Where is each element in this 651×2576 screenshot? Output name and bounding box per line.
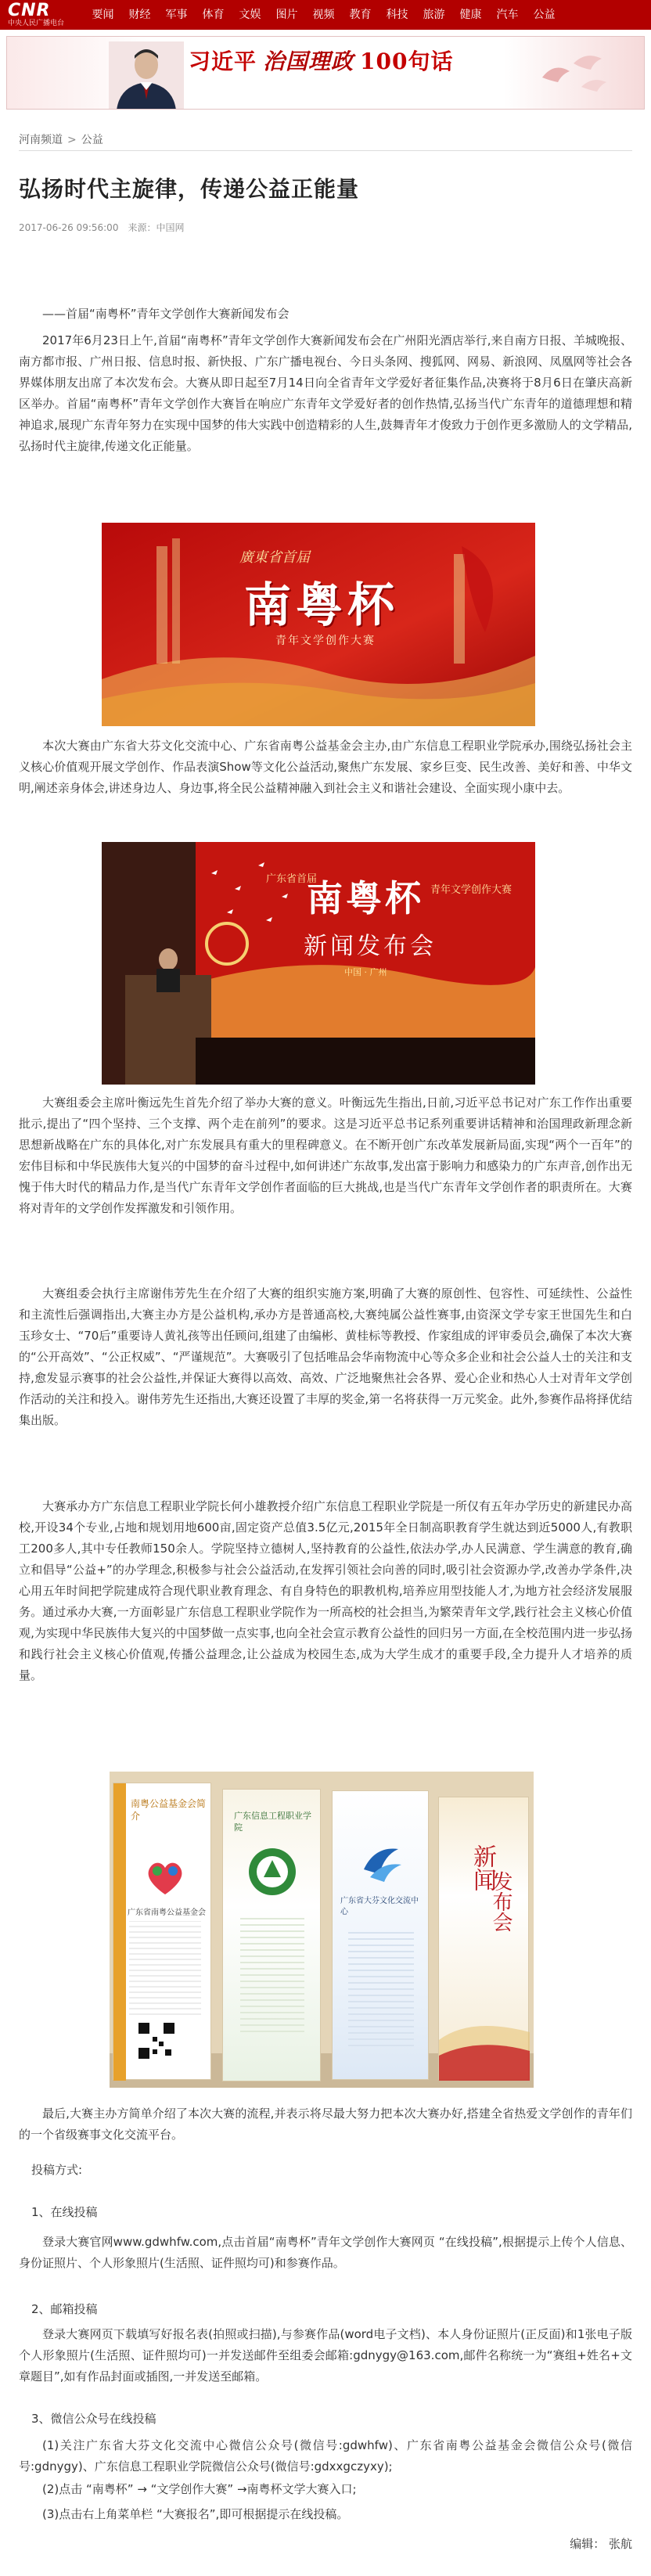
nav-item-news[interactable]: 要闻 <box>92 9 114 21</box>
banner-seal-text: 治国理政 <box>263 49 354 74</box>
rollup-panel-2 <box>222 1789 321 2081</box>
publish-date: 2017-06-26 09:56:00 <box>19 222 119 233</box>
doves-decoration <box>527 46 620 101</box>
figure-rollup-banners <box>110 1772 534 2088</box>
culture-center-logo-icon <box>356 1838 406 1888</box>
method-3-step-3: (3)点击右上角菜单栏 “大赛报名”,即可根据提示在线投稿。 <box>42 2507 349 2521</box>
panel-1-org: 广东省南粤公益基金会 <box>128 1909 206 1917</box>
main-nav <box>85 0 563 30</box>
nav-item-auto[interactable]: 汽车 <box>496 9 519 21</box>
poster-2-title: 南粤杯 <box>307 877 424 919</box>
figure-poster-1 <box>102 523 535 726</box>
nav-item-tech[interactable]: 科技 <box>386 9 408 21</box>
nav-item-travel[interactable]: 旅游 <box>423 9 445 21</box>
article-paragraph-2: 本次大赛由广东省大芬文化交流中心、广东省南粤公益基金会主办,由广东信息工程职业学院承办,围绕弘扬社会主义核心价值观开展文学创作、作品表演Show等文化公益活动,聚焦广东发展、家乡巨变、民生改善、美好和善、中华文明,阐述亲身体会,讲述身边人、身边事,将全民公益精神融入到社会主义和谐社会建设、全面实现小康中去。 <box>19 739 632 795</box>
panel-1-title: 南粤公益基金会简介 <box>131 1798 207 1822</box>
nav-item-health[interactable]: 健康 <box>459 9 482 21</box>
figure-press-conference <box>102 842 535 1085</box>
breadcrumb-henan-channel[interactable]: 河南频道 <box>19 134 63 146</box>
poster-1-subtitle: 青年文学创作大赛 <box>275 635 376 647</box>
panel-3-text-block <box>348 1929 414 2046</box>
poster-1-kicker: 廣東省首届 <box>239 549 310 566</box>
nav-item-photos[interactable]: 图片 <box>275 9 298 21</box>
nav-item-finance[interactable]: 财经 <box>128 9 151 21</box>
method-1-title: 1、在线投稿 <box>31 2205 98 2219</box>
promo-banner[interactable] <box>6 36 645 110</box>
qr-code-icon <box>137 2021 176 2060</box>
article-paragraph-1: 2017年6月23日上午,首届“南粤杯”青年文学创作大赛新闻发布会在广州阳光酒店举行,来自南方日报、羊城晚报、南方都市报、广州日报、信息时报、新快报、广东广播电视台、今日头条网、搜狐网、网易、新浪网、凤凰网等社会各界媒体朋友出席了本次发布会。大赛从即日起至7月14日向全省青年文学爱好者征集作品,决赛将于8月6日在肇庆高新区举办。首届“南粤杯”青年文学创作大赛旨在响应广东青年文学爱好者的创作热情,弘扬当代广东青年的道德理想和精神追求,展现广东青年努力在实现中国梦的伟大实践中创造精彩的人生,鼓舞青年才俊致力于创作更多激励人的文学精品,弘扬时代主旋律,传递文化正能量。 <box>19 333 632 453</box>
panel-1-stripe <box>113 1783 126 2081</box>
panel-2-title: 广东信息工程职业学院 <box>234 1811 311 1833</box>
poster-2-event: 新闻发布会 <box>304 933 437 960</box>
college-emblem-icon <box>245 1844 300 1899</box>
method-2-title: 2、邮箱投稿 <box>31 2302 98 2316</box>
method-1-text: 登录大赛官网www.gdwhfw.com,点击首届“南粤杯”青年文学创作大赛网页 “在线投稿”,根据提示上传个人信息、身份证照片、个人形象照片(生活照、证件照均可)和参赛作品。 <box>19 2235 632 2270</box>
editor-credit: 编辑： 张航 <box>570 2537 632 2551</box>
page-title: 弘扬时代主旋律，传递公益正能量 <box>19 176 360 202</box>
banner-suffix: 句话 <box>408 49 454 74</box>
nav-item-charity[interactable]: 公益 <box>533 9 556 21</box>
divider <box>19 150 632 151</box>
article-source: 来源：中国网 <box>128 222 185 233</box>
breadcrumb-charity[interactable]: 公益 <box>81 134 103 146</box>
article-paragraph-5: 大赛承办方广东信息工程职业学院长何小雄教授介绍广东信息工程职业学院是一所仅有五年办学历史的新建民办高校,开设34个专业,占地和规划用地600亩,固定资产总值3.5亿元,2015年全日制高职教育学生就达到近5000人,有教职工200多人,其中专任教师150余人。学院坚持立德树人,坚持教育的公益性,依法办学,办人民满意、学生满意的教育,确立和倡导“公益+”的办学理念,积极参与社会公益活动,在发挥引领社会向善的同时,吸引社会资源办学,改善办学条件,决心用五年时间把学院建成符合现代职业教育理念、有自身特色的职教机构,培养应用型技能人才,为地方社会经济发展服务。通过承办大赛,一方面彰显广东信息工程职业学院作为一所高校的社会担当,为繁荣青年文学,践行社会主义核心价值观,为实现中华民族伟大复兴的中国梦做一点实事,也向全社会宣示教育公益性的回归另一方面,在全校范围内进一步弘扬和践行社会主义核心价值观,传播公益理念,让公益成为校园生态,成为大学生成才的重要手段,全力提升人才培养的质量。 <box>19 1499 632 1682</box>
poster-2-subtitle: 青年文学创作大赛 <box>430 884 513 896</box>
nav-item-entertainment[interactable]: 文娱 <box>239 9 261 21</box>
rollup-panel-1 <box>113 1783 211 2080</box>
banner-title <box>189 45 454 76</box>
nav-item-sports[interactable]: 体育 <box>202 9 225 21</box>
article-paragraph-6: 最后,大赛主办方简单介绍了本次大赛的流程,并表示将尽最大努力把本次大赛办好,搭建全省热爱文学创作的青年们的一个省级赛事文化交流平台。 <box>19 2106 632 2142</box>
logo-text: CNR <box>8 1 51 20</box>
rollup-panel-3 <box>332 1790 429 2080</box>
nav-item-video[interactable]: 视频 <box>312 9 335 21</box>
top-nav-bar <box>0 0 651 30</box>
article-meta <box>19 221 184 234</box>
poster-1-title: 南粤杯 <box>244 578 399 633</box>
article-subhead: ——首届“南粤杯”青年文学创作大赛新闻发布会 <box>42 307 290 321</box>
portrait-image <box>109 41 184 110</box>
rollup-panel-4 <box>438 1797 529 2080</box>
method-2-text: 登录大赛网页下载填写好报名表(拍照或扫描),与参赛作品(word电子文档)、本人身份证照片(正反面)和1张电子版个人形象照片(生活照、证件照均可)一并发送邮件至组委会邮箱:gdnygy@163.com,邮件名称统一为“赛组+姓名+文章题目”,如有作品封面或插图,一并发送至邮箱。 <box>19 2327 632 2384</box>
panel-3-title: 广东省大芬文化交流中心 <box>340 1897 419 1916</box>
cnr-logo[interactable] <box>8 2 78 28</box>
panel-4-line-2: 发布会 <box>489 1871 513 1932</box>
poster-2-kicker: 广东省首届 <box>266 873 318 885</box>
panel-4-wave-decoration <box>439 2009 530 2081</box>
submit-heading: 投稿方式: <box>31 2163 83 2177</box>
panel-4-line-1: 新闻 <box>469 1844 496 1891</box>
breadcrumb <box>19 131 103 147</box>
banner-name: 习近平 <box>189 49 257 74</box>
method-3-title: 3、微信公众号在线投稿 <box>31 2412 156 2426</box>
poster-2-place: 中国 · 广州 <box>344 967 387 977</box>
method-3-step-2: (2)点击 “南粤杯” → “文学创作大赛” →南粤杯文学大赛入口; <box>42 2482 357 2496</box>
nav-item-education[interactable]: 教育 <box>349 9 372 21</box>
banner-count: 100 <box>360 49 408 74</box>
logo-subtext: 中央人民广播电台 <box>8 20 65 27</box>
article-paragraph-4: 大赛组委会执行主席谢伟芳先生在介绍了大赛的组织实施方案,明确了大赛的原创性、包容性、可延续性、公益性和主流性后强调指出,大赛主办方是公益机构,承办方是普通高校,大赛纯属公益性赛事,由资深文学专家王世国先生和白玉珍女士、“70后”重要诗人黄礼孩等出任顾问,组建了由编彬、黄桂标等教授、作家组成的评审委员会,确保了本次大赛的“公开高效”、“公正权威”、“严谨规范”。大赛吸引了包括唯品会华南物流中心等众多企业和社会公益人士的关注和支持,愈发显示赛事的社会公益性,并保证大赛得以高效、高效、广泛地聚焦社会各界、爱心企业和热心人士对青年文学创作活动的关注和投入。谢伟芳先生还指出,大赛还设置了丰厚的奖金,第一名将获得一万元奖金。此外,参赛作品将择优结集出版。 <box>19 1286 632 1427</box>
panel-1-text-block <box>129 1921 201 2015</box>
method-3-step-1: (1)关注广东省大芬文化交流中心微信公众号(微信号:gdwhfw)、广东省南粤公益基金会微信公众号(微信号:gdnygy)、广东信息工程职业学院微信公众号(微信号:gdxxgczyxy); <box>19 2438 632 2473</box>
heart-logo-icon <box>142 1854 189 1901</box>
nav-item-military[interactable]: 军事 <box>165 9 188 21</box>
article-paragraph-3: 大赛组委会主席叶衡远先生首先介绍了举办大赛的意义。叶衡远先生指出,日前,习近平总书记对广东工作作出重要批示,提出了“四个坚持、三个支撑、两个走在前列”的要求。这是习近平总书记系列重要讲话精神和治国理政新理念新思想新战略在广东的具体化,对广东发展具有重大的里程碑意义。在不断开创广东改革发展新局面,实现“两个一百年”的宏伟目标和中华民族伟大复兴的中国梦的奋斗过程中,如何讲述广东故事,发出富于影响力和感染力的广东声音,创作出无愧于伟大时代的精品力作,是当代广东青年文学创作者面临的巨大挑战,也是当代广东青年文学创作者的职责所在。大赛将对青年的文学创作发挥激发和引领作用。 <box>19 1096 632 1215</box>
breadcrumb-separator-icon: > <box>67 134 77 146</box>
panel-2-text-block <box>240 1915 304 2032</box>
